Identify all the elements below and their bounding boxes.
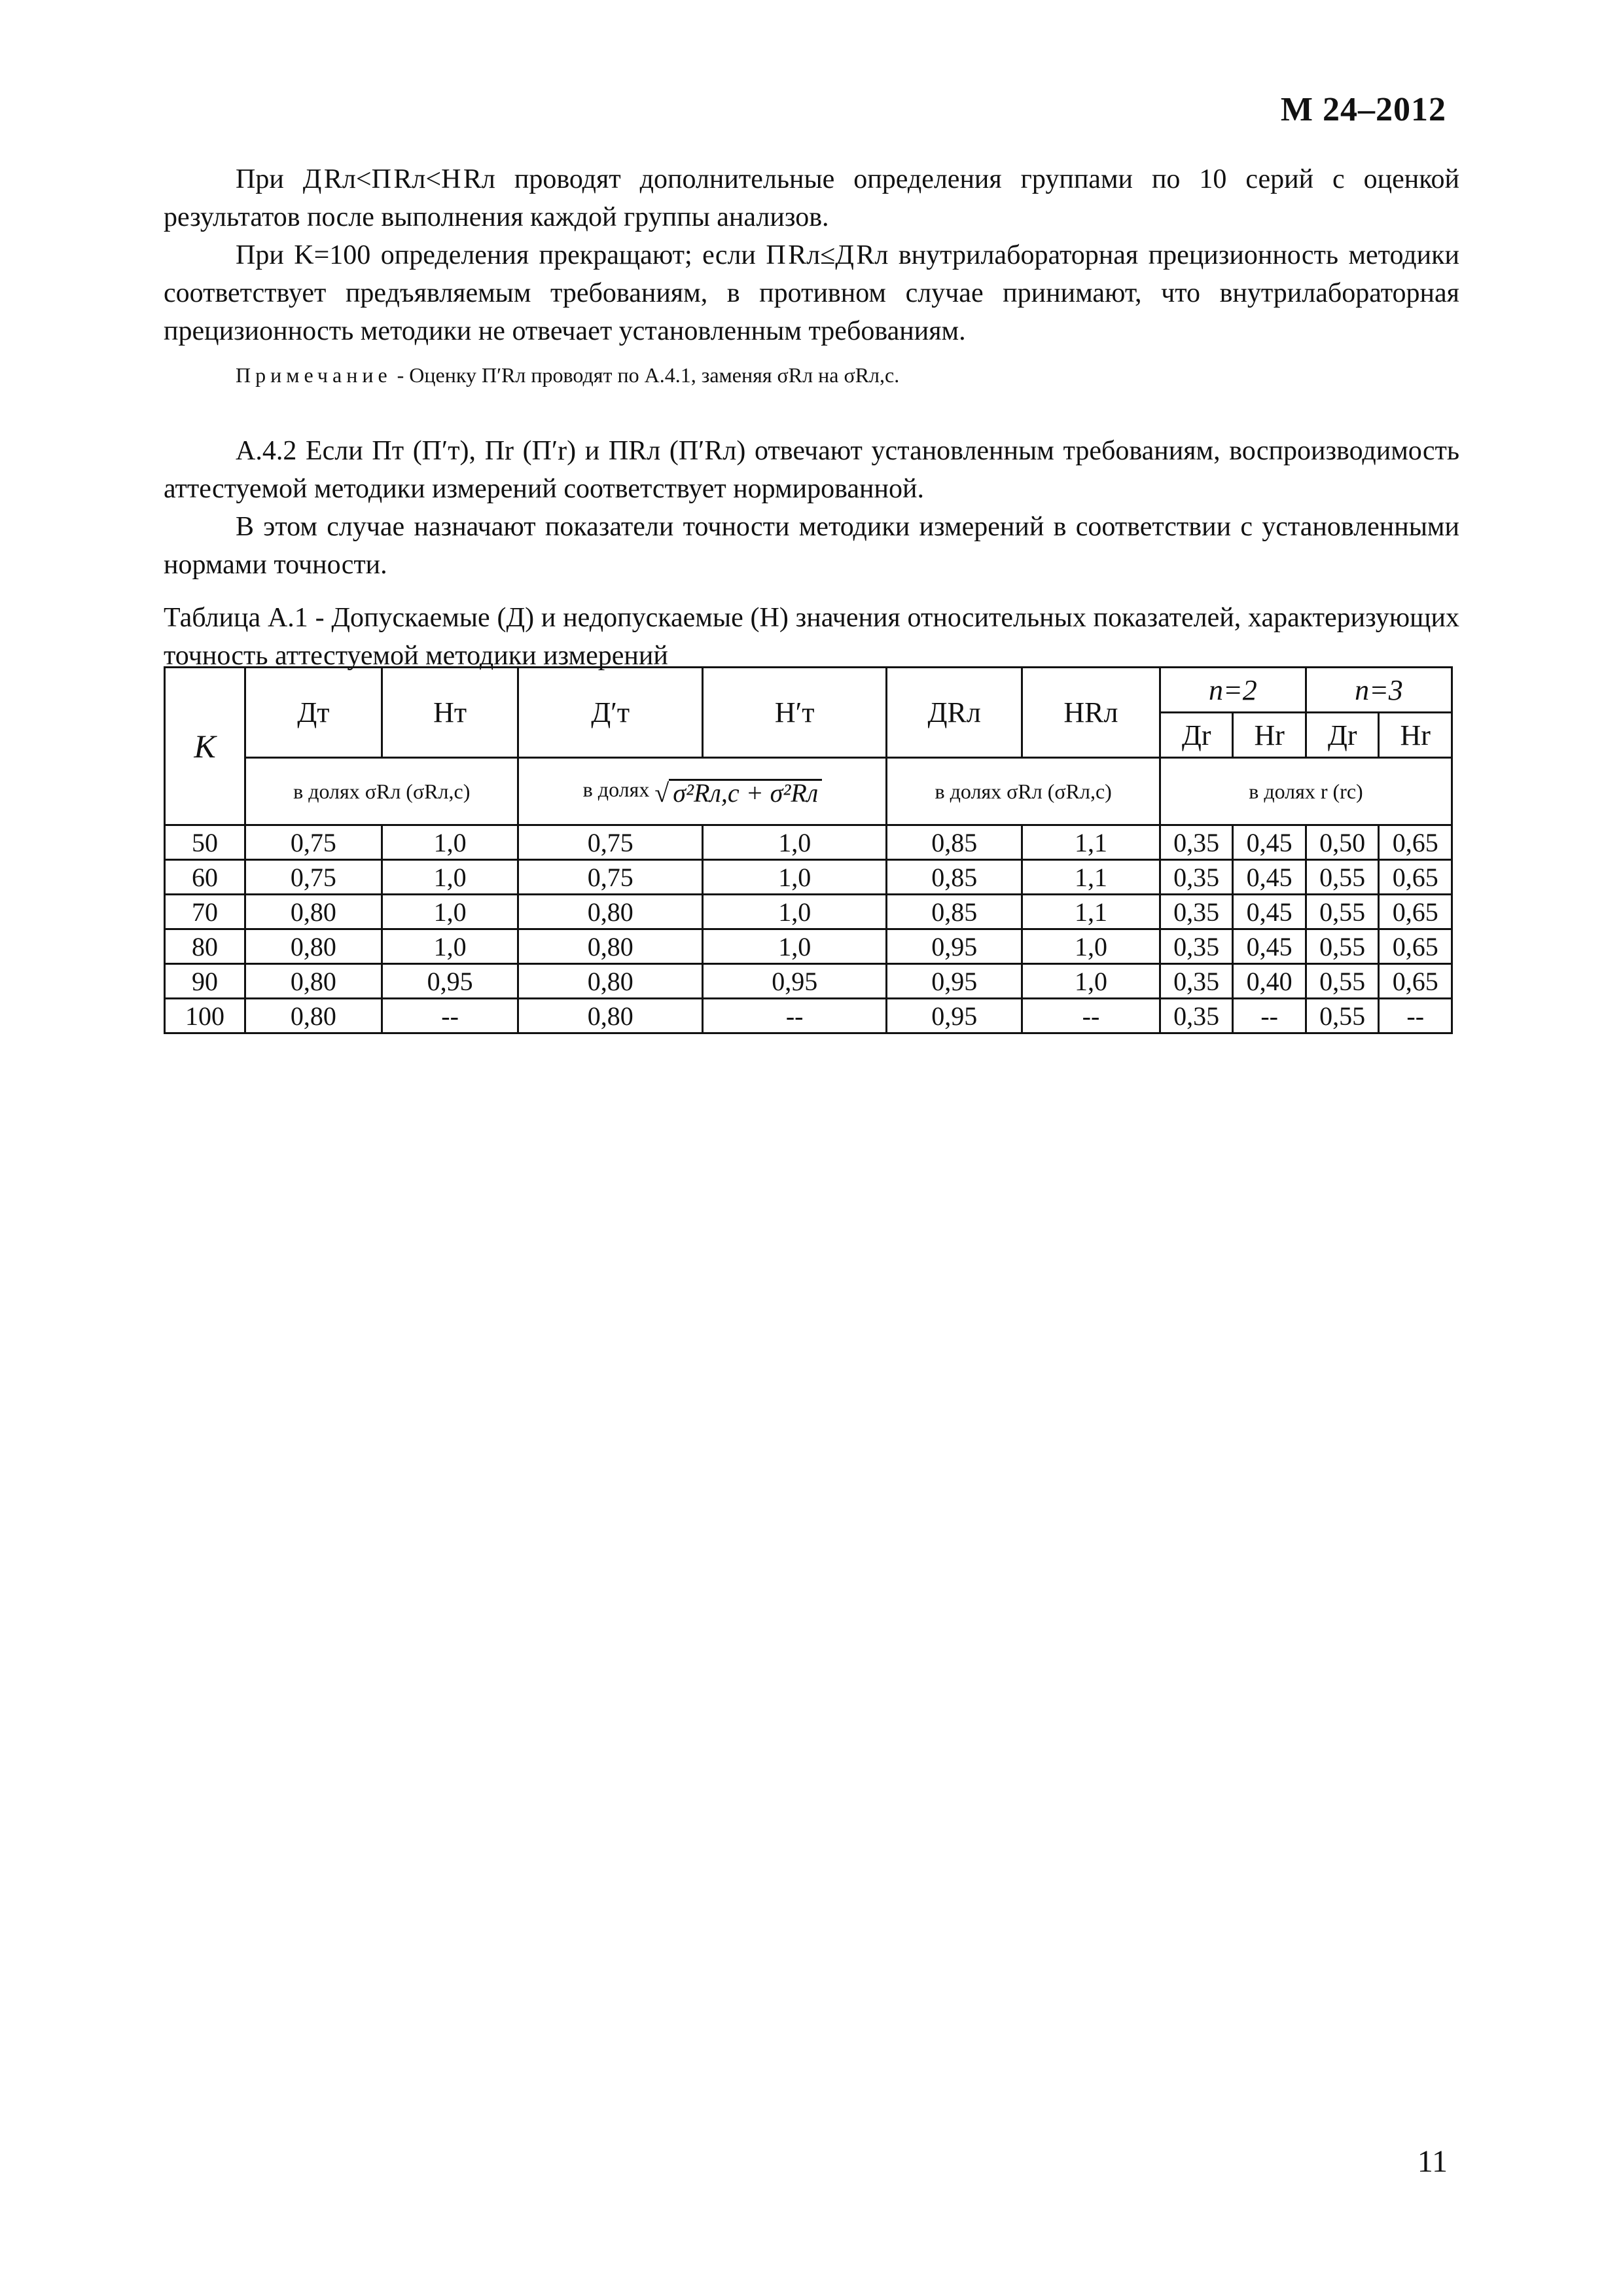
body-text (164, 160, 1459, 350)
sqrt-radicand: σ²Rл,с + σ²Rл (669, 779, 822, 806)
paragraph-1: При Д Rл<П Rл<Н Rл проводят дополнительные определения группами по 10 серий с оценкой результатов после выполнения каждой группы анализов. (164, 164, 1459, 232)
table-caption: Таблица А.1 - Допускаемые (Д) и недопускаемые (Н) значения относительных показателей, характеризующих точность аттестуемой методики измерений (164, 603, 1459, 671)
note-text: - Оценку П′Rл проводят по А.4.1, заменяя σRл на σRл,с. (397, 363, 900, 387)
table-units-row (165, 758, 1452, 825)
table-cell: 1,0 (702, 825, 887, 860)
section-paragraph-1: А.4.2 Если Пт (П′т), Пr (П′r) и ПRл (П′Rл) отвечают установленным требованиям, воспроизводимость аттестуемой методики измерений соответствует нормированной. (164, 436, 1459, 504)
table-cell: 1,0 (1022, 964, 1160, 999)
header-dt: Дт (245, 668, 382, 758)
units-r: в долях r (rс) (1160, 758, 1452, 825)
table-cell: 1,0 (382, 895, 518, 929)
table-row (165, 929, 1452, 964)
table-cell: 0,40 (1233, 964, 1306, 999)
document-code: М 24–2012 (1280, 91, 1446, 128)
table-cell: 0,75 (245, 860, 382, 895)
table-cell: 0,65 (1379, 964, 1452, 999)
header-n2: n=2 (1160, 668, 1306, 713)
table-cell: 1,1 (1022, 895, 1160, 929)
table-cell: 0,35 (1160, 999, 1233, 1033)
table-cell: 0,35 (1160, 895, 1233, 929)
table-cell: 1,0 (382, 860, 518, 895)
table-row (165, 964, 1452, 999)
table-cell: 0,85 (887, 860, 1022, 895)
header-dr-n3: Дr (1306, 713, 1379, 758)
table-cell: 90 (165, 964, 245, 999)
header-dpt: Д′т (518, 668, 702, 758)
header-n3: n=3 (1306, 668, 1452, 713)
table-cell: 0,80 (518, 964, 702, 999)
table-cell: 0,95 (702, 964, 887, 999)
table-cell: 0,55 (1306, 860, 1379, 895)
table-cell: -- (1233, 999, 1306, 1033)
table-cell: 1,1 (1022, 825, 1160, 860)
header-npt: Н′т (702, 668, 887, 758)
table-cell: 0,55 (1306, 929, 1379, 964)
header-nt: Нт (382, 668, 518, 758)
table-cell: 0,75 (518, 860, 702, 895)
table-cell: -- (382, 999, 518, 1033)
table-cell: 0,75 (245, 825, 382, 860)
header-nr-n3: Нr (1379, 713, 1452, 758)
header-nrl: НRл (1022, 668, 1160, 758)
table-cell: 0,35 (1160, 825, 1233, 860)
table-cell: 0,95 (887, 929, 1022, 964)
section-a42 (164, 432, 1459, 584)
table-row (165, 999, 1452, 1033)
table-header-row-1 (165, 668, 1452, 713)
table-cell: 0,80 (245, 929, 382, 964)
table-cell: 1,0 (702, 929, 887, 964)
table-cell: 1,0 (702, 860, 887, 895)
table-cell: 0,80 (245, 964, 382, 999)
table-cell: 0,95 (887, 999, 1022, 1033)
table-cell: 0,80 (245, 999, 382, 1033)
table-cell: 0,80 (518, 895, 702, 929)
header-nr-n2: Нr (1233, 713, 1306, 758)
table-cell: 0,55 (1306, 999, 1379, 1033)
table-row (165, 895, 1452, 929)
table-cell: 1,0 (382, 929, 518, 964)
table-cell: 0,95 (382, 964, 518, 999)
table-cell: 0,65 (1379, 895, 1452, 929)
sqrt-expression: √ σ²Rл,с + σ²Rл (654, 779, 822, 806)
table-body (165, 825, 1452, 1033)
table-cell: 0,65 (1379, 825, 1452, 860)
table-cell: 0,65 (1379, 860, 1452, 895)
table-row (165, 860, 1452, 895)
table-cell: 0,85 (887, 895, 1022, 929)
table-cell: 100 (165, 999, 245, 1033)
table-cell: 1,0 (1022, 929, 1160, 964)
table-cell: 0,50 (1306, 825, 1379, 860)
table-cell: 0,55 (1306, 895, 1379, 929)
table-cell: 60 (165, 860, 245, 895)
table-cell: 0,35 (1160, 964, 1233, 999)
table-row (165, 825, 1452, 860)
table-cell: 0,65 (1379, 929, 1452, 964)
table-cell: 0,35 (1160, 860, 1233, 895)
table-cell: 50 (165, 825, 245, 860)
note-label: Примечание (236, 363, 392, 387)
units-sqrt-prefix: в долях (582, 778, 650, 802)
page-number: 11 (1417, 2144, 1448, 2179)
table-cell: 1,0 (382, 825, 518, 860)
table-cell: 0,45 (1233, 929, 1306, 964)
table-cell: 70 (165, 895, 245, 929)
table-cell: 0,55 (1306, 964, 1379, 999)
table-cell: 1,0 (702, 895, 887, 929)
table-cell: 0,45 (1233, 895, 1306, 929)
table-cell: 1,1 (1022, 860, 1160, 895)
table-cell: 0,80 (245, 895, 382, 929)
table-cell: 0,75 (518, 825, 702, 860)
table-cell: 0,45 (1233, 825, 1306, 860)
header-dr-n2: Дr (1160, 713, 1233, 758)
paragraph-2: При K=100 определения прекращают; если П Rл≤Д Rл внутрилабораторная прецизионность методики соответствует предъявляемым требованиям, в противном случае принимают, что внутрилабораторная прецизионность методики не отвечает установленным требованиям. (164, 240, 1459, 346)
section-paragraph-2: В этом случае назначают показатели точности методики измерений в соответствии с установленными нормами точности. (164, 512, 1459, 580)
table-cell: -- (1379, 999, 1452, 1033)
table-cell: -- (1022, 999, 1160, 1033)
table-cell: -- (702, 999, 887, 1033)
note (236, 363, 899, 387)
header-k: K (165, 668, 245, 825)
table-cell: 0,80 (518, 929, 702, 964)
table-cell: 0,85 (887, 825, 1022, 860)
header-drl: ДRл (887, 668, 1022, 758)
table-cell: 80 (165, 929, 245, 964)
table-cell: 0,45 (1233, 860, 1306, 895)
units-sigma-rl: в долях σRл (σRл,с) (245, 758, 518, 825)
units-sigma-rl-2: в долях σRл (σRл,с) (887, 758, 1160, 825)
accuracy-table (164, 666, 1453, 1034)
table-cell: 0,80 (518, 999, 702, 1033)
table-cell: 0,95 (887, 964, 1022, 999)
units-sqrt (518, 758, 887, 825)
table-cell: 0,35 (1160, 929, 1233, 964)
